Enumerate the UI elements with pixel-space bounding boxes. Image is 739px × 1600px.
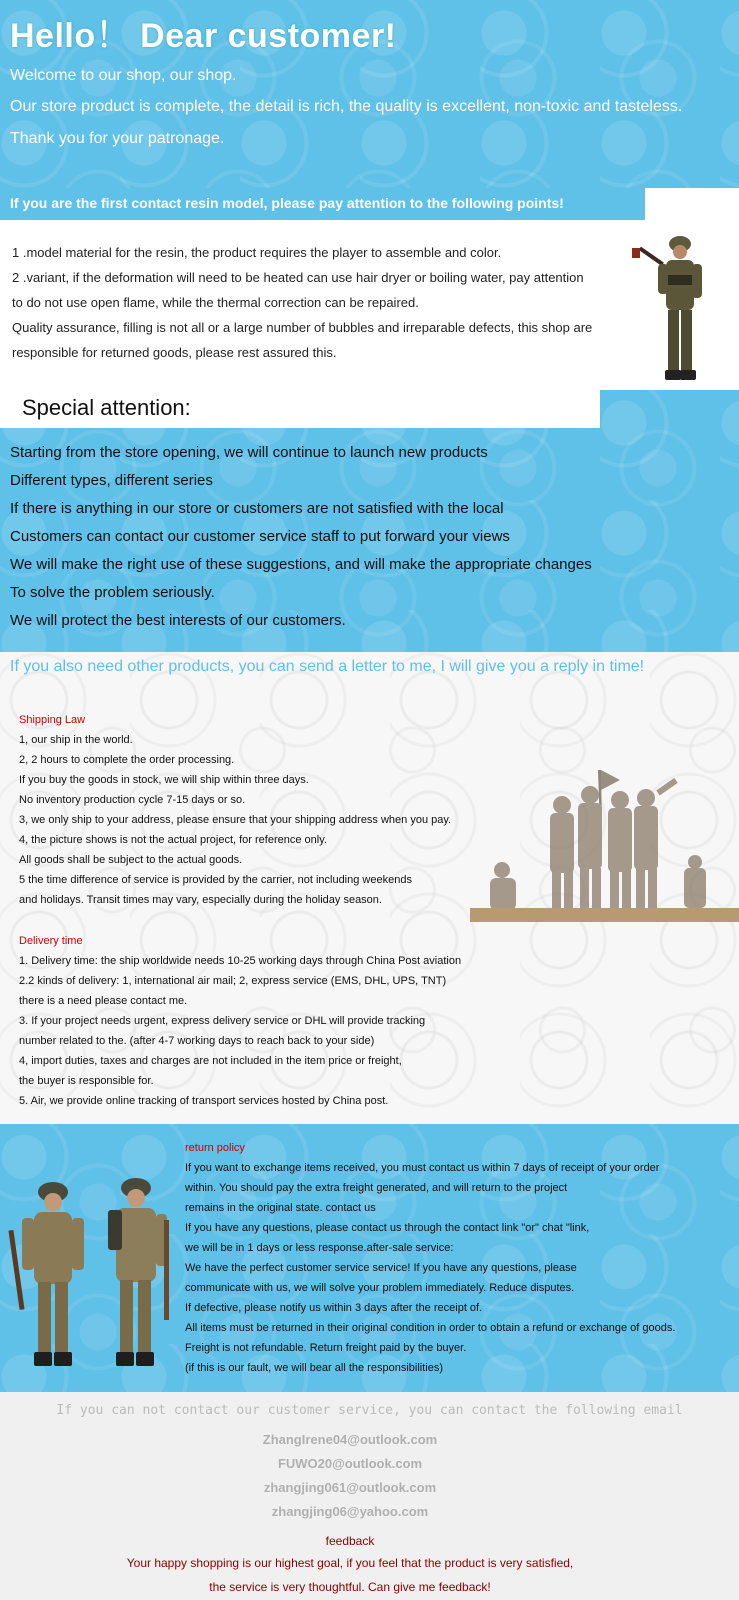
other-products-notice: If you also need other products, you can send a letter to me, I will give you a reply in time! [10, 658, 645, 675]
email-address[interactable]: zhangjing061@outlook.com [263, 1480, 437, 1495]
greeting-title: Hello！ Dear customer! [10, 17, 397, 55]
shipping-line: If you buy the goods in stock, we will ship within three days. [19, 774, 309, 786]
shipping-line: 3, we only ship to your address, please ensure that your shipping address when you pay. [19, 814, 452, 826]
first-contact-line: to do not use open flame, while the thermal correction can be repaired. [12, 295, 419, 310]
welcome-line: Our store product is complete, the detail is rich, the quality is excellent, non-toxic and tasteless. [10, 98, 683, 115]
shipping-line: 4, the picture shows is not the actual project, for reference only. [19, 834, 327, 846]
special-line: If there is anything in our store or customers are not satisfied with the local [10, 500, 504, 517]
special-line: We will protect the best interests of our customers. [10, 612, 346, 629]
shipping-line: 1, our ship in the world. [19, 734, 133, 746]
first-contact-line: responsible for returned goods, please rest assured this. [12, 345, 337, 360]
return-line: remains in the original state. contact us [185, 1202, 376, 1214]
shipping-line: All goods shall be subject to the actual goods. [19, 854, 243, 866]
first-contact-line: 1 .model material for the resin, the product requires the player to assemble and color. [12, 245, 502, 260]
soldier-figure-image [628, 230, 728, 390]
shipping-line: 2, 2 hours to complete the order processing. [19, 754, 235, 766]
welcome-line: Thank you for your patronage. [10, 130, 225, 147]
return-line: If you want to exchange items received, you must contact us within 7 days of receipt of your order [185, 1162, 660, 1174]
special-line: We will make the right use of these suggestions, and will make the appropriate changes [10, 556, 592, 573]
welcome-line: Welcome to our shop, our shop. [10, 67, 237, 84]
return-line: Freight is not refundable. Return freight paid by the buyer. [185, 1342, 467, 1354]
special-line: Starting from the store opening, we will continue to launch new products [10, 444, 488, 461]
return-line: (if this is our fault, we will bear all the responsibilities) [185, 1362, 443, 1374]
email-address[interactable]: ZhangIrene04@outlook.com [262, 1432, 438, 1447]
special-line: Customers can contact our customer service staff to put forward your views [10, 528, 510, 545]
email-address[interactable]: zhangjing06@yahoo.com [271, 1504, 429, 1519]
shipping-heading: Shipping Law [19, 714, 86, 726]
contact-heading: If you can not contact our customer service, you can contact the following email [56, 1403, 683, 1418]
delivery-line: there is a need please contact me. [19, 995, 188, 1007]
delivery-line: 1. Delivery time: the ship worldwide needs 10-25 working days through China Post aviation [19, 955, 462, 967]
statue-group-image [470, 750, 739, 940]
delivery-line: number related to the. (after 4-7 working days to reach back to your side) [19, 1035, 375, 1047]
first-contact-line: Quality assurance, filling is not all or a large number of bubbles and irreparable defects, this shop are [12, 320, 593, 335]
special-line: Different types, different series [10, 472, 213, 489]
delivery-line: the buyer is responsible for. [19, 1075, 154, 1087]
return-line: If defective, please notify us within 3 days after the receipt of. [185, 1302, 483, 1314]
delivery-line: 5. Air, we provide online tracking of transport services hosted by China post. [19, 1095, 389, 1107]
return-line: within. You should pay the extra freight generated, and will return to the project [185, 1182, 568, 1194]
first-contact-line: 2 .variant, if the deformation will need to be heated can use hair dryer or boiling water, pay attention [12, 270, 584, 285]
feedback-line: Your happy shopping is our highest goal, if you feel that the product is very satisfied, [126, 1556, 574, 1570]
two-soldiers-image [8, 1170, 183, 1380]
return-line: communicate with us, we will solve your problem immediately. Reduce disputes. [185, 1282, 575, 1294]
delivery-line: 2.2 kinds of delivery: 1, international air mail; 2, express service (EMS, DHL, UPS, TNT) [19, 975, 447, 987]
shipping-line: and holidays. Transit times may vary, especially during the holiday season. [19, 894, 382, 906]
feedback-heading: feedback [325, 1534, 375, 1548]
delivery-heading: Delivery time [19, 935, 83, 947]
delivery-line: 4, import duties, taxes and charges are not included in the item price or freight, [19, 1055, 402, 1067]
shipping-line: No inventory production cycle 7-15 days or so. [19, 794, 246, 806]
return-line: We have the perfect customer service service! If you have any questions, please [185, 1262, 577, 1274]
special-attention-title: Special attention: [22, 395, 191, 420]
special-line: To solve the problem seriously. [10, 584, 215, 601]
return-policy-heading: return policy [185, 1142, 245, 1154]
shipping-line: 5 the time difference of service is provided by the carrier, not including weekends [19, 874, 412, 886]
delivery-line: 3. If your project needs urgent, express delivery service or DHL will provide tracking [19, 1015, 426, 1027]
first-contact-heading: If you are the first contact resin model, please pay attention to the following points! [10, 195, 564, 211]
return-line: All items must be returned in their original condition in order to obtain a refund or exchange of goods. [185, 1322, 676, 1334]
feedback-line: the service is very thoughtful. Can give me feedback! [209, 1580, 491, 1594]
return-line: we will be in 1 days or less response.after-sale service: [185, 1242, 454, 1254]
email-address[interactable]: FUWO20@outlook.com [277, 1456, 423, 1471]
return-line: If you have any questions, please contact us through the contact link "or" chat "link, [185, 1222, 590, 1234]
